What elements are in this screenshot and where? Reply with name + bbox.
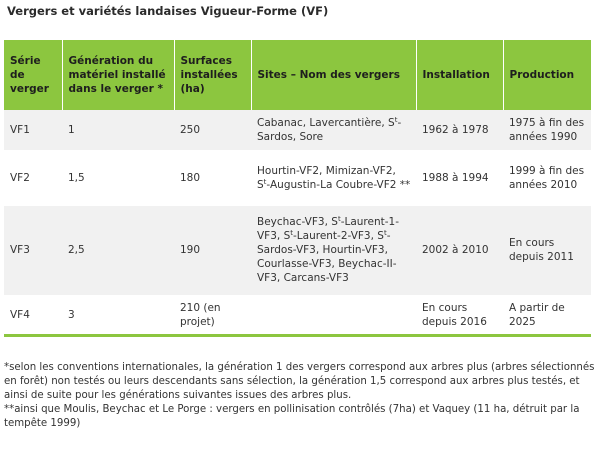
cell-sites: Hourtin-VF2, Mimizan-VF2, $S^t-Augustin-La$ Coubre-VF2 **: [251, 150, 416, 205]
cell-surface: 190: [174, 205, 251, 295]
table-header-row: [4, 40, 591, 110]
header-surface: Surfaces installées (ha): [174, 40, 251, 110]
header-installation: Installation: [416, 40, 503, 110]
table-row: [4, 205, 591, 295]
cell-installation: En cours depuis 2016: [416, 295, 503, 335]
table-row: [4, 110, 591, 150]
cell-installation: 1988 à 1994: [416, 150, 503, 205]
cell-surface: 210 (en projet): [174, 295, 251, 335]
cell-serie: VF1: [4, 110, 62, 150]
cell-installation: 2002 à 2010: [416, 205, 503, 295]
cell-generation: 3: [62, 295, 174, 335]
cell-generation: 2,5: [62, 205, 174, 295]
header-generation: Génération du matériel installé dans le verger *: [62, 40, 174, 110]
footnote-generation: *selon les conventions internationales, la génération 1 des vergers correspond aux arbres plus (arbres sélectionnés en forêt) non testés ou leurs descendants sans sélection, la génération 1,5 correspond aux arbres plus testés, et ainsi de suite pour les générations suivantes issues des arbres plus.: [4, 362, 595, 401]
table-row: [4, 150, 591, 205]
cell-surface: 250: [174, 110, 251, 150]
cell-generation: 1,5: [62, 150, 174, 205]
page-title: Vergers et variétés landaises Vigueur-Forme (VF): [7, 4, 329, 18]
cell-production: En cours depuis 2011: [503, 205, 591, 295]
header-serie: Série de verger: [4, 40, 62, 110]
header-sites: Sites – Nom des vergers: [251, 40, 416, 110]
orchards-table: [4, 40, 591, 337]
footnote-other-orchards: **ainsi que Moulis, Beychac et Le Porge : vergers en pollinisation contrôlés (7ha) et Vaquey (11 ha, détruit par la tempête 1999): [4, 404, 580, 429]
header-production: Production: [503, 40, 591, 110]
cell-sites: [251, 295, 416, 335]
cell-generation: 1: [62, 110, 174, 150]
table-row: [4, 295, 591, 335]
cell-production: 1999 à fin des années 2010: [503, 150, 591, 205]
cell-sites: Cabanac, Lavercantière, $S^t$-Sardos, Sore: [251, 110, 416, 150]
cell-installation: 1962 à 1978: [416, 110, 503, 150]
cell-serie: VF2: [4, 150, 62, 205]
footnotes: [4, 361, 596, 431]
cell-serie: VF4: [4, 295, 62, 335]
cell-production: A partir de 2025: [503, 295, 591, 335]
cell-surface: 180: [174, 150, 251, 205]
cell-sites: Beychac-VF3, $S^t-Laurent-1-VF3$, $S^t-Laurent-2-VF3$, $S^t-Sardos-VF3$, Hourtin-VF3, Courlasse-VF3, Beychac-II-VF3, Carcans-VF3: [251, 205, 416, 295]
cell-production: 1975 à fin des années 1990: [503, 110, 591, 150]
cell-serie: VF3: [4, 205, 62, 295]
